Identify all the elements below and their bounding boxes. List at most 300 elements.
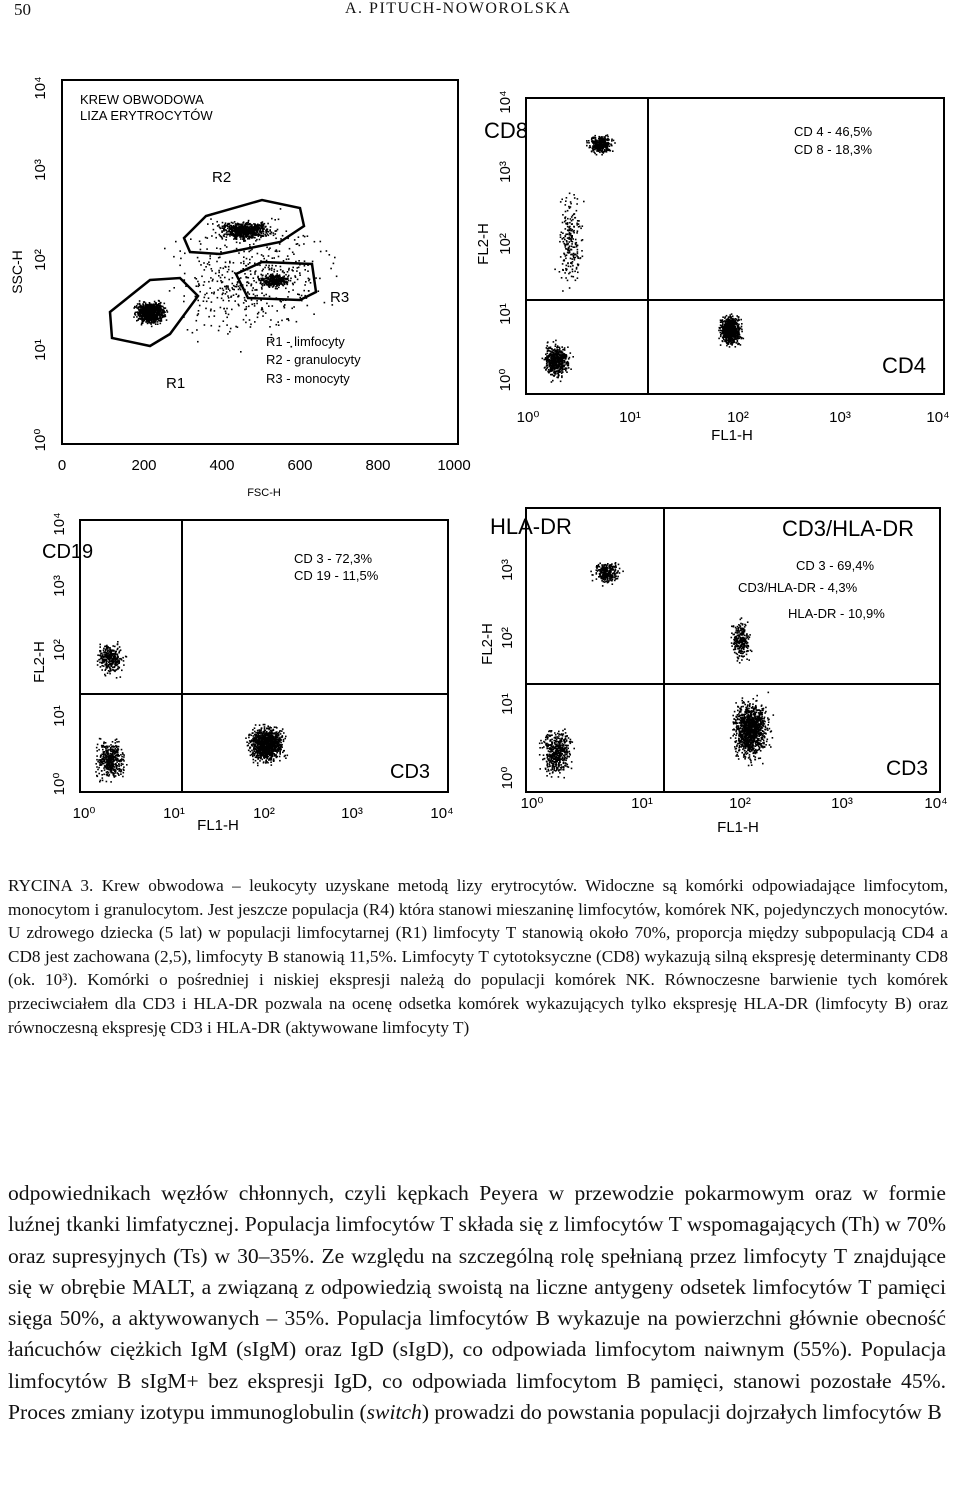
event-dot xyxy=(591,150,593,152)
event-dot xyxy=(218,257,220,259)
event-dot xyxy=(564,221,566,223)
event-dot xyxy=(249,236,251,238)
event-dot xyxy=(136,320,138,322)
event-dot xyxy=(592,141,594,143)
event-dot xyxy=(229,331,231,333)
event-dot xyxy=(563,253,565,255)
event-dot xyxy=(572,255,574,257)
event-dot xyxy=(149,311,151,313)
event-dot xyxy=(113,654,115,656)
event-dot xyxy=(725,333,727,335)
event-dot xyxy=(258,280,260,282)
event-dot xyxy=(173,287,175,289)
event-dot xyxy=(252,287,254,289)
event-dot xyxy=(565,370,567,372)
event-dot xyxy=(560,234,562,236)
event-dot xyxy=(261,223,263,225)
event-dot xyxy=(158,300,160,302)
event-dot xyxy=(260,280,262,282)
event-dot xyxy=(143,315,145,317)
event-dot xyxy=(256,289,258,291)
event-dot xyxy=(146,309,148,311)
event-dot xyxy=(110,650,112,652)
event-dot xyxy=(595,142,597,144)
event-dot xyxy=(314,241,316,243)
event-dot xyxy=(251,228,253,230)
event-dot xyxy=(557,352,559,354)
event-dot xyxy=(231,296,233,298)
event-dot xyxy=(551,381,553,383)
event-dot xyxy=(242,227,244,229)
event-dot xyxy=(287,276,289,278)
event-dot xyxy=(187,329,189,331)
event-dot xyxy=(253,762,255,764)
event-dot xyxy=(563,241,565,243)
event-dot xyxy=(212,223,214,225)
event-dot xyxy=(279,276,281,278)
event-dot xyxy=(229,231,231,233)
event-dot xyxy=(259,724,261,726)
event-dot xyxy=(161,308,163,310)
event-dot xyxy=(247,238,249,240)
x-marker: CD4 xyxy=(882,353,927,378)
event-dot xyxy=(164,303,166,305)
event-dot xyxy=(216,261,218,263)
event-dot xyxy=(232,234,234,236)
event-dot xyxy=(731,338,733,340)
event-dot xyxy=(236,293,238,295)
event-dot xyxy=(567,226,569,228)
event-dot xyxy=(118,652,120,654)
event-dot xyxy=(247,234,249,236)
event-dot xyxy=(728,335,730,337)
event-dot xyxy=(265,226,267,228)
event-dot xyxy=(284,304,286,306)
event-dot xyxy=(283,272,285,274)
event-dot xyxy=(276,310,278,312)
event-dot xyxy=(268,286,270,288)
x-tick: 600 xyxy=(287,457,313,474)
event-dot xyxy=(568,248,570,250)
event-dot xyxy=(731,320,733,322)
event-dot xyxy=(564,272,566,274)
event-dot xyxy=(594,137,596,139)
event-dot xyxy=(307,235,309,237)
event-dot xyxy=(558,361,560,363)
event-dot xyxy=(559,241,561,243)
event-dot xyxy=(555,340,557,342)
event-dot xyxy=(551,370,553,372)
event-dot xyxy=(109,657,111,659)
event-dot xyxy=(100,653,102,655)
event-dot xyxy=(161,318,163,320)
y-tick: 10² xyxy=(32,249,49,271)
event-dot xyxy=(272,257,274,259)
event-dot xyxy=(578,264,580,266)
event-dot xyxy=(253,294,255,296)
event-dot xyxy=(724,336,726,338)
event-dot xyxy=(226,285,228,287)
event-dot xyxy=(551,374,553,376)
event-dot xyxy=(139,303,141,305)
event-dot xyxy=(614,142,616,144)
event-dot xyxy=(565,277,567,279)
event-dot xyxy=(150,309,152,311)
event-dot xyxy=(264,278,266,280)
event-dot xyxy=(559,365,561,367)
event-dot xyxy=(184,273,186,275)
event-dot xyxy=(213,292,215,294)
event-dot xyxy=(278,219,280,221)
event-dot xyxy=(555,345,557,347)
event-dot xyxy=(142,304,144,306)
event-dot xyxy=(231,287,233,289)
event-dot xyxy=(571,246,573,248)
event-dot xyxy=(566,197,568,199)
event-dot xyxy=(258,235,260,237)
event-dot xyxy=(568,363,570,365)
event-dot xyxy=(571,240,573,242)
event-dot xyxy=(147,304,149,306)
event-dot xyxy=(569,252,571,254)
event-dot xyxy=(550,363,552,365)
event-dot xyxy=(308,280,310,282)
event-dot xyxy=(214,310,216,312)
event-dot xyxy=(259,225,261,227)
event-dot xyxy=(564,244,566,246)
event-dot xyxy=(278,284,280,286)
event-dot xyxy=(145,302,147,304)
event-dot xyxy=(225,222,227,224)
event-dot xyxy=(603,146,605,148)
event-dot xyxy=(726,329,728,331)
event-dot xyxy=(245,315,247,317)
event-dot xyxy=(150,305,152,307)
event-dot xyxy=(109,668,111,670)
event-dot xyxy=(245,226,247,228)
event-dot xyxy=(565,248,567,250)
event-dot xyxy=(283,277,285,279)
event-dot xyxy=(112,663,114,665)
event-dot xyxy=(599,146,601,148)
event-dot xyxy=(304,284,306,286)
event-dot xyxy=(203,284,205,286)
event-dot xyxy=(158,312,160,314)
event-dot xyxy=(726,321,728,323)
event-dot xyxy=(568,250,570,252)
event-dot xyxy=(292,283,294,285)
event-dot xyxy=(205,308,207,310)
event-dot xyxy=(240,289,242,291)
event-dot xyxy=(570,233,572,235)
panel-cd3-cd19 xyxy=(31,512,454,834)
event-dot xyxy=(229,290,231,292)
event-dot xyxy=(567,244,569,246)
event-dot xyxy=(276,279,278,281)
event-dot xyxy=(279,282,281,284)
event-dot xyxy=(228,297,230,299)
event-dot xyxy=(238,295,240,297)
y-tick: 10¹ xyxy=(497,303,514,325)
event-dot xyxy=(299,272,301,274)
event-dot xyxy=(568,358,570,360)
x-axis-label: FSC-H xyxy=(247,487,281,499)
event-dot xyxy=(99,644,101,646)
event-dot xyxy=(252,290,254,292)
event-dot xyxy=(737,336,739,338)
event-dot xyxy=(277,229,279,231)
event-dot xyxy=(545,354,547,356)
event-dot xyxy=(105,651,107,653)
event-dot xyxy=(594,149,596,151)
event-dot xyxy=(250,270,252,272)
event-dot xyxy=(737,341,739,343)
flow-cytometry-figure xyxy=(0,40,960,840)
y-tick: 10² xyxy=(497,233,514,255)
event-dot xyxy=(741,331,743,333)
event-dot xyxy=(227,224,229,226)
event-dot xyxy=(268,305,270,307)
event-dot xyxy=(103,656,105,658)
percentage: CD 8 - 18,3% xyxy=(794,142,873,157)
event-dot xyxy=(555,368,557,370)
event-dot xyxy=(561,277,563,279)
event-dot xyxy=(155,314,157,316)
event-dot xyxy=(318,290,320,292)
event-dot xyxy=(569,230,571,232)
event-dot xyxy=(569,272,571,274)
event-dot xyxy=(594,153,596,155)
event-dot xyxy=(727,318,729,320)
event-dot xyxy=(227,231,229,233)
event-dot xyxy=(275,275,277,277)
event-dot xyxy=(270,761,272,763)
event-dot xyxy=(204,297,206,299)
event-dot xyxy=(552,356,554,358)
event-dot xyxy=(275,230,277,232)
event-dot xyxy=(113,656,115,658)
event-dot xyxy=(151,322,153,324)
event-dot xyxy=(730,316,732,318)
event-dot xyxy=(733,329,735,331)
event-dot xyxy=(286,230,288,232)
event-dot xyxy=(205,237,207,239)
event-dot xyxy=(262,225,264,227)
event-dot xyxy=(603,138,605,140)
event-dot xyxy=(158,320,160,322)
event-dot xyxy=(251,283,253,285)
event-dot xyxy=(120,649,122,651)
event-dot xyxy=(336,276,338,278)
event-dot xyxy=(112,645,114,647)
event-dot xyxy=(121,670,123,672)
event-dot xyxy=(561,359,563,361)
event-dot xyxy=(197,341,199,343)
event-dot xyxy=(570,266,572,268)
event-dot xyxy=(554,357,556,359)
event-dot xyxy=(577,230,579,232)
event-dot xyxy=(605,145,607,147)
event-dot xyxy=(296,270,298,272)
event-dot xyxy=(232,271,234,273)
event-dot xyxy=(257,276,259,278)
event-dot xyxy=(107,658,109,660)
event-dot xyxy=(140,310,142,312)
event-dot xyxy=(568,367,570,369)
event-dot xyxy=(726,337,728,339)
event-dot xyxy=(299,245,301,247)
event-dot xyxy=(562,263,564,265)
event-dot xyxy=(561,199,563,201)
event-dot xyxy=(729,337,731,339)
event-dot xyxy=(106,645,108,647)
event-dot xyxy=(565,204,567,206)
event-dot xyxy=(573,214,575,216)
event-dot xyxy=(261,728,263,730)
event-dot xyxy=(721,325,723,327)
event-dot xyxy=(144,308,146,310)
event-dot xyxy=(149,302,151,304)
event-dot xyxy=(220,280,222,282)
event-dot xyxy=(218,275,220,277)
event-dot xyxy=(119,658,121,660)
event-dot xyxy=(222,238,224,240)
event-dot xyxy=(166,319,168,321)
event-dot xyxy=(164,308,166,310)
event-dot xyxy=(556,362,558,364)
event-dot xyxy=(224,277,226,279)
event-dot xyxy=(609,145,611,147)
event-dot xyxy=(269,229,271,231)
event-dot xyxy=(108,662,110,664)
event-dot xyxy=(146,321,148,323)
event-dot xyxy=(303,235,305,237)
event-dot xyxy=(601,148,603,150)
event-dot xyxy=(227,233,229,235)
event-dot xyxy=(173,256,175,258)
event-dot xyxy=(197,257,199,259)
event-dot xyxy=(108,655,110,657)
event-dot xyxy=(198,283,200,285)
event-dot xyxy=(558,349,560,351)
event-dot xyxy=(274,276,276,278)
event-dot xyxy=(138,315,140,317)
event-dot xyxy=(562,349,564,351)
event-dot xyxy=(557,364,559,366)
event-dot xyxy=(561,366,563,368)
event-dot xyxy=(153,305,155,307)
event-dot xyxy=(235,233,237,235)
event-dot xyxy=(203,300,205,302)
event-dot xyxy=(119,646,121,648)
y-tick: 10¹ xyxy=(32,339,49,361)
event-dot xyxy=(238,226,240,228)
event-dot xyxy=(574,254,576,256)
event-dot xyxy=(557,360,559,362)
event-dot xyxy=(157,321,159,323)
event-dot xyxy=(211,235,213,237)
event-dot xyxy=(729,325,731,327)
event-dot xyxy=(277,270,279,272)
event-dot xyxy=(566,371,568,373)
event-dot xyxy=(190,238,192,240)
event-dot xyxy=(565,216,567,218)
event-dot xyxy=(144,310,146,312)
event-dot xyxy=(268,235,270,237)
event-dot xyxy=(613,140,615,142)
event-dot xyxy=(735,318,737,320)
event-dot xyxy=(567,210,569,212)
event-dot xyxy=(249,259,251,261)
event-dot xyxy=(575,217,577,219)
event-dot xyxy=(576,223,578,225)
event-dot xyxy=(551,348,553,350)
event-dot xyxy=(227,271,229,273)
event-dot xyxy=(253,735,255,737)
event-dot xyxy=(736,324,738,326)
event-dot xyxy=(565,211,567,213)
event-dot xyxy=(100,666,102,668)
event-dot xyxy=(567,218,569,220)
event-dot xyxy=(225,266,227,268)
event-dot xyxy=(581,250,583,252)
event-dot xyxy=(550,374,552,376)
event-dot xyxy=(567,346,569,348)
event-dot xyxy=(164,314,166,316)
event-dot xyxy=(103,661,105,663)
event-dot xyxy=(251,304,253,306)
event-dot xyxy=(270,274,272,276)
event-dot xyxy=(262,275,264,277)
event-dot xyxy=(580,228,582,230)
event-dot xyxy=(287,296,289,298)
event-dot xyxy=(241,224,243,226)
event-dot xyxy=(577,249,579,251)
event-dot xyxy=(208,316,210,318)
event-dot xyxy=(287,282,289,284)
event-dot xyxy=(569,241,571,243)
event-dot xyxy=(603,140,605,142)
event-dot xyxy=(123,664,125,666)
event-dot xyxy=(718,338,720,340)
event-dot xyxy=(255,227,257,229)
event-dot xyxy=(111,655,113,657)
event-dot xyxy=(608,139,610,141)
event-dot xyxy=(565,228,567,230)
event-dot xyxy=(283,732,285,734)
event-dot xyxy=(576,224,578,226)
event-dot xyxy=(224,234,226,236)
event-dot xyxy=(167,311,169,313)
event-dot xyxy=(288,291,290,293)
event-dot xyxy=(721,320,723,322)
event-dot xyxy=(114,666,116,668)
event-dot xyxy=(274,269,276,271)
event-dot xyxy=(313,313,315,315)
event-dot xyxy=(204,281,206,283)
event-dot xyxy=(208,261,210,263)
event-dot xyxy=(104,654,106,656)
event-dot xyxy=(277,276,279,278)
event-dot xyxy=(225,313,227,315)
event-dot xyxy=(220,267,222,269)
event-dot xyxy=(737,327,739,329)
event-dot xyxy=(564,368,566,370)
event-dot xyxy=(245,737,247,739)
x-tick: 0 xyxy=(57,457,67,474)
event-dot xyxy=(245,234,247,236)
legend-r2: R2 - granulocyty xyxy=(266,352,361,367)
